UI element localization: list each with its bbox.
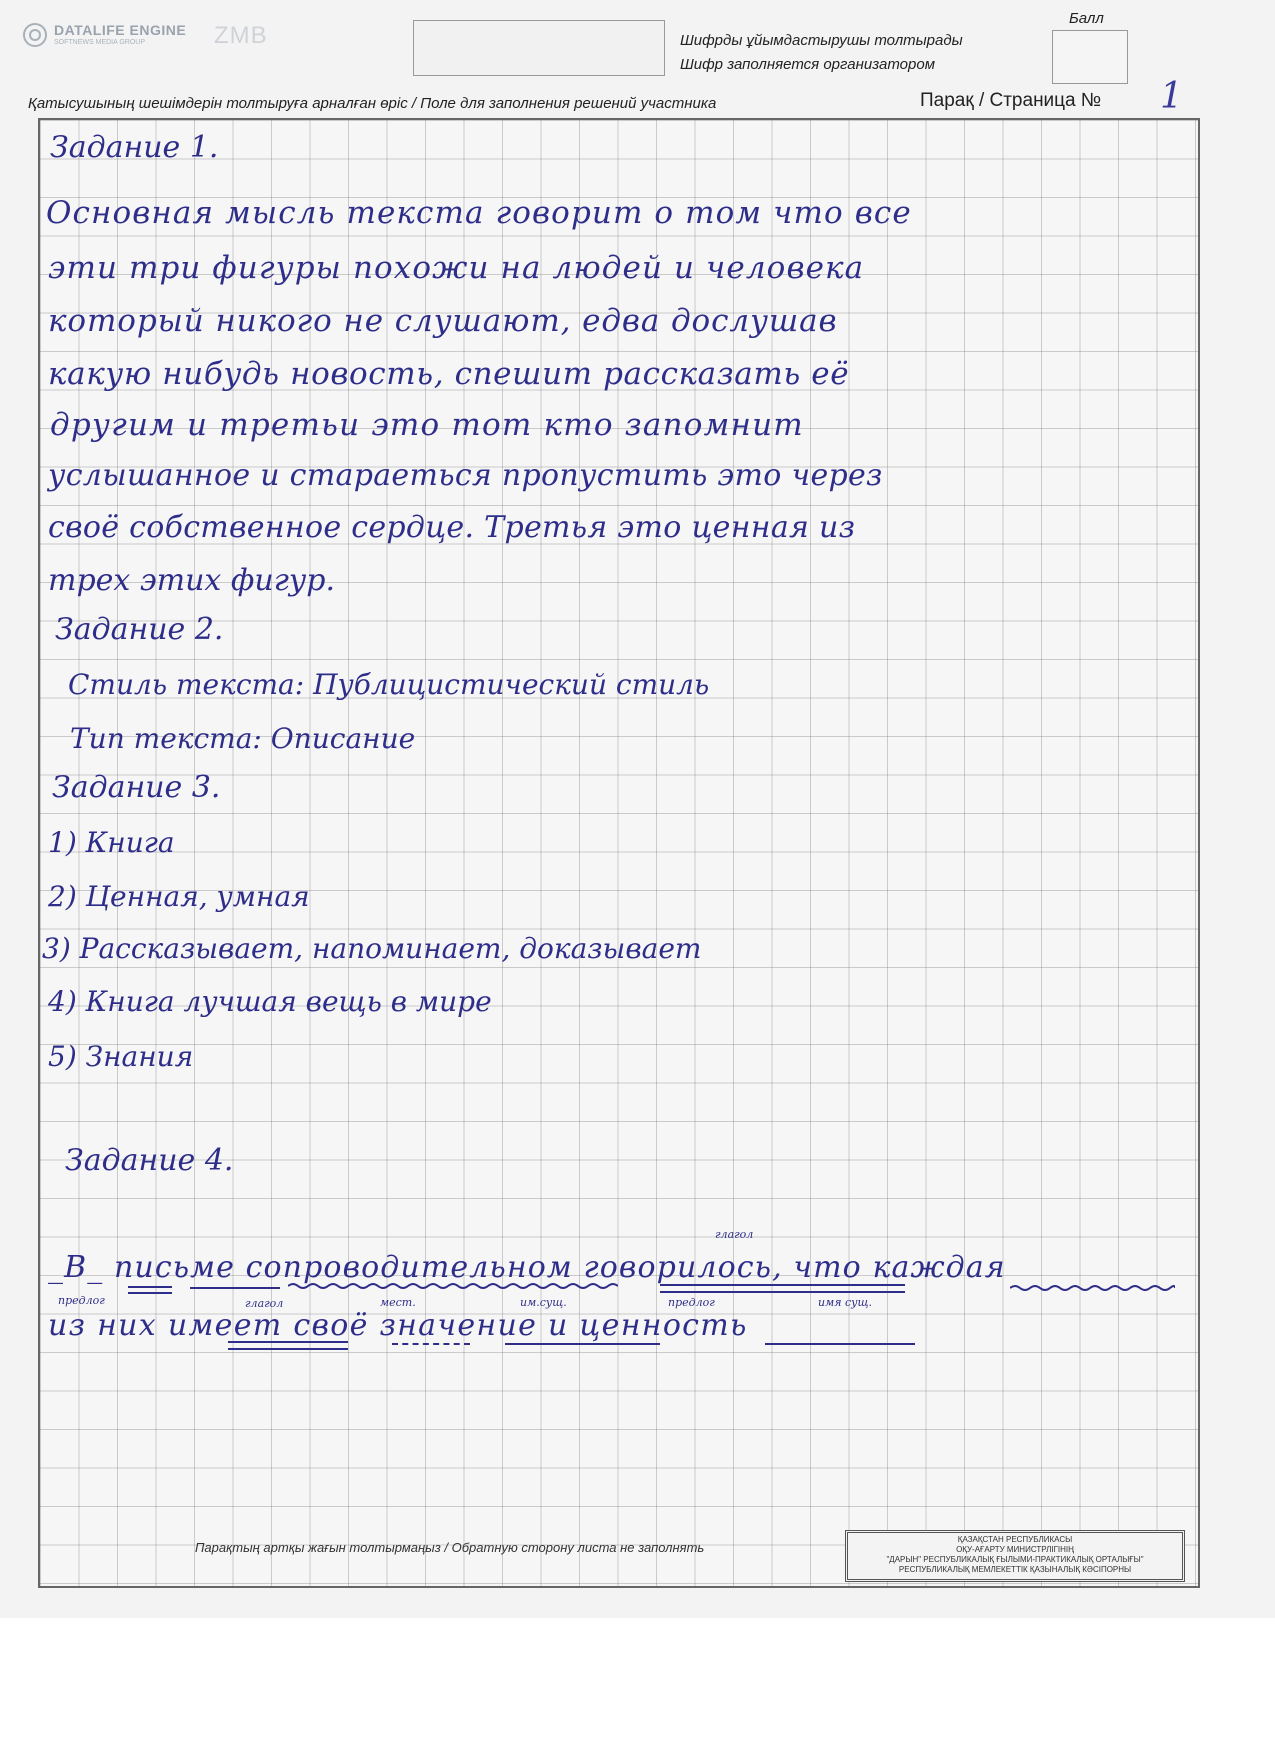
footer-note: Парақтың артқы жағын толтырмаңыз / Обратную сторону листа не заполнять — [195, 1540, 705, 1555]
answer-item: 1) Книга — [48, 826, 175, 859]
cipher-label-kz: Шифрды ұйымдастырушы толтырады — [680, 32, 963, 49]
underline-predicate-2 — [228, 1341, 348, 1350]
page-label: Парақ / Страница № — [920, 90, 1102, 111]
answer-item: 3) Рассказывает, напоминает, доказывает — [42, 932, 702, 965]
annotation-preposition: предлог — [58, 1294, 105, 1307]
underline-attribute — [392, 1343, 470, 1345]
stamp-line: РЕСПУБЛИКАЛЫҚ МЕМЛЕКЕТТІК ҚАЗЫНАЛЫҚ КӘСІПОРНЫ — [898, 1565, 1132, 1574]
datalife-logo-icon — [22, 22, 48, 48]
handwritten-line: который никого не слушают, едва дослушав — [48, 303, 838, 339]
stamp-line: ОҚУ-АҒАРТУ МИНИСТРЛІГІНІҢ — [956, 1545, 1074, 1554]
page-number: 1 — [1160, 76, 1183, 117]
field-label: Қатысушының шешімдерін толтыруға арналған өріс / Поле для заполнения решений участника — [28, 95, 717, 112]
score-box — [1052, 30, 1128, 84]
task4-heading: Задание 4. — [65, 1143, 234, 1178]
watermark-subtitle: SOFTNEWS MEDIA GROUP — [54, 39, 146, 46]
handwritten-line: трех этих фигур. — [48, 563, 335, 598]
underline-subject-wavy — [1010, 1284, 1175, 1292]
stamp-line: ҚАЗАҚСТАН РЕСПУБЛИКАСЫ — [957, 1535, 1073, 1544]
scan-margin — [0, 1618, 1275, 1755]
answer-item: 4) Книга лучшая вещь в мире — [48, 985, 492, 1018]
task2-heading: Задание 2. — [55, 612, 224, 647]
annotation-noun-2: имя сущ. — [818, 1296, 873, 1309]
watermark-title: DATALIFE ENGINE — [54, 22, 187, 38]
handwritten-line: своё собственное сердце. Третья это ценная из — [48, 510, 856, 545]
watermark — [22, 20, 282, 54]
underline-preposition-2 — [128, 1292, 172, 1294]
handwritten-line: Тип текста: Описание — [70, 722, 416, 755]
annotation-verb-2: глагол — [245, 1297, 284, 1310]
answer-item: 5) Знания — [48, 1040, 194, 1073]
annotation-noun: им.сущ. — [520, 1296, 567, 1309]
underline-predicate — [660, 1284, 905, 1293]
underline-attribute-wavy — [288, 1282, 618, 1290]
score-label: Балл — [1069, 10, 1104, 27]
handwritten-line: Основная мысль текста говорит о том что все — [46, 195, 912, 231]
handwritten-line: другим и третьи это тот кто запомнит — [50, 407, 804, 443]
annotation-verb: глагол — [715, 1228, 754, 1241]
watermark-mark: ZMB — [214, 22, 268, 49]
institution-stamp — [845, 1530, 1185, 1582]
handwritten-line: какую нибудь новость, спешит рассказать её — [48, 356, 850, 392]
answer-item: 2) Ценная, умная — [48, 880, 310, 913]
underline-preposition — [128, 1286, 172, 1288]
task4-sentence-line1: _В_ письме сопроводительном говорилось, что каждая — [48, 1250, 1006, 1285]
task4-sentence-line2: из них имеет своё значение и ценность — [48, 1308, 748, 1343]
underline-noun — [190, 1287, 280, 1289]
underline-object — [505, 1343, 660, 1345]
cipher-box — [413, 20, 665, 76]
task3-heading: Задание 3. — [52, 770, 221, 805]
cipher-label-ru: Шифр заполняется организатором — [680, 56, 935, 73]
task1-heading: Задание 1. — [50, 130, 219, 165]
underline-object-2 — [765, 1343, 915, 1345]
handwritten-line: эти три фигуры похожи на людей и человека — [48, 250, 865, 286]
annotation-pronoun: мест. — [380, 1296, 416, 1309]
annotation-conjunction: предлог — [668, 1296, 715, 1309]
handwritten-line: услышанное и стараеться пропустить это через — [48, 458, 883, 493]
handwritten-line: Стиль текста: Публицистический стиль — [68, 668, 710, 701]
stamp-line: "ДАРЫН" РЕСПУБЛИКАЛЫҚ ҒЫЛЫМИ-ПРАКТИКАЛЫҚ ОРТАЛЫҒЫ" — [886, 1555, 1144, 1564]
